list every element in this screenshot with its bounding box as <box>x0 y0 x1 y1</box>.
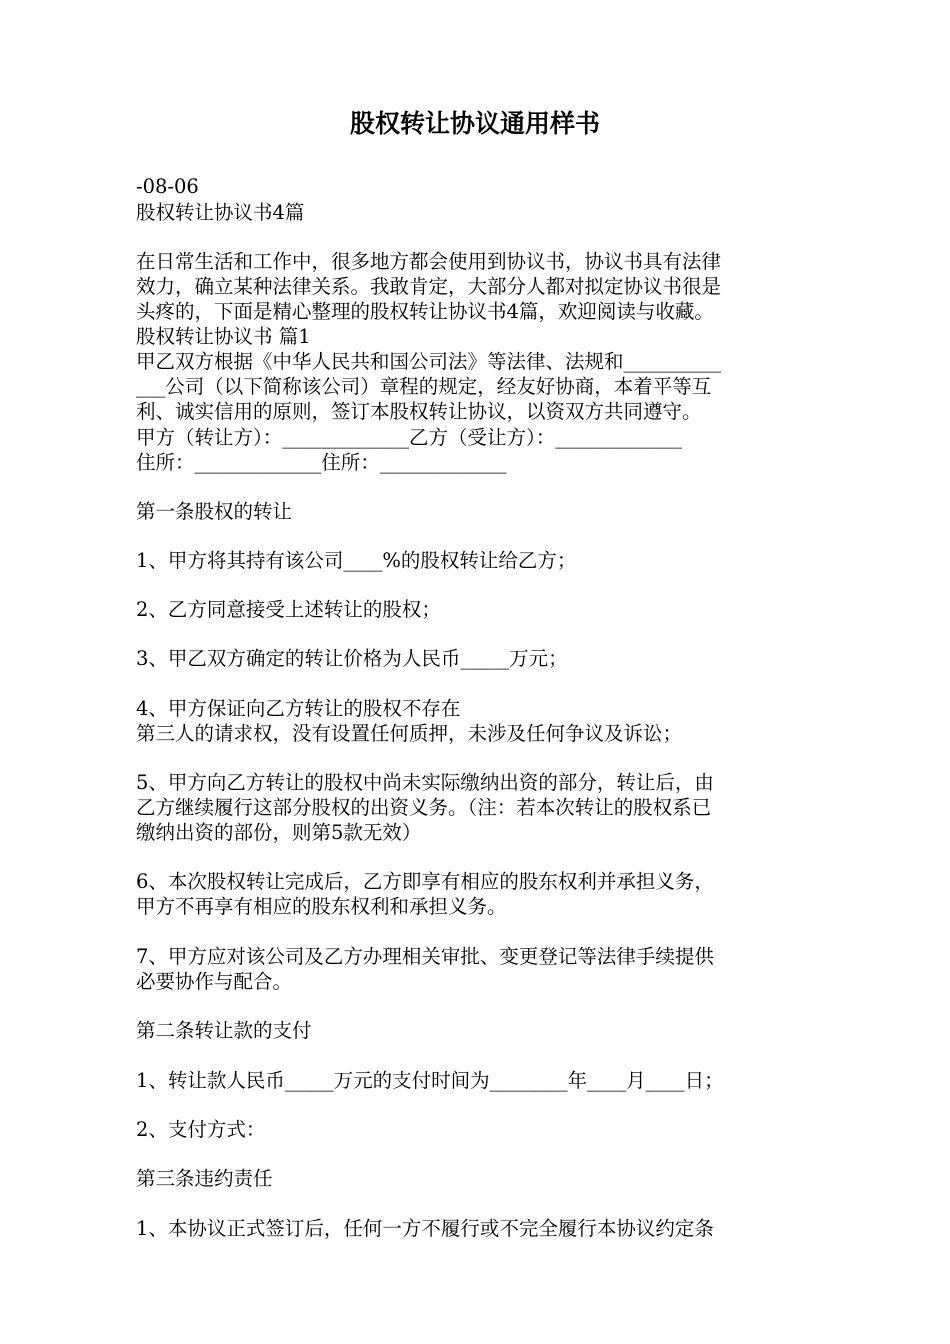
clause-1-7-line-1: 7、甲方应对该公司及乙方办理相关审批、变更登记等法律手续提供 <box>136 945 714 968</box>
clause-1-7-line-2: 必要协作与配合。 <box>136 970 293 993</box>
clause-1-6-line-1: 6、本次股权转让完成后，乙方即享有相应的股东权利并承担义务， <box>136 870 714 893</box>
parties-line: 甲方（转让方）：_____________乙方（受让方）：_____________ <box>136 426 683 449</box>
article-1-heading: 第一条股权的转让 <box>136 500 293 523</box>
subtitle-line: 股权转让协议书4篇 <box>136 201 305 224</box>
clause-1-4-line-1: 4、甲方保证向乙方转让的股权不存在 <box>136 697 461 720</box>
clause-3-1: 1、本协议正式签订后，任何一方不履行或不完全履行本协议约定条 <box>136 1217 714 1240</box>
clause-1-5-line-1: 5、甲方向乙方转让的股权中尚未实际缴纳出资的部分，转让后，由 <box>136 771 714 794</box>
clause-1-6-line-2: 甲方不再享有相应的股东权利和承担义务。 <box>136 895 507 918</box>
clause-1-5-line-3: 缴纳出资的部份，则第5款无效） <box>136 821 422 844</box>
section-heading-1: 股权转让协议书 篇1 <box>136 325 311 348</box>
preamble-line-3: 利、诚实信用的原则，签订本股权转让协议，以资双方共同遵守。 <box>136 400 702 423</box>
date-line: -08-06 <box>136 175 199 198</box>
article-3-heading: 第三条违约责任 <box>136 1167 273 1190</box>
clause-1-4-line-2: 第三人的请求权，没有设置任何质押，未涉及任何争议及诉讼； <box>136 722 683 745</box>
clause-1-3: 3、甲乙双方确定的转让价格为人民币_____万元； <box>136 647 568 670</box>
intro-line-1: 在日常生活和工作中，很多地方都会使用到协议书，协议书具有法律 <box>136 250 722 273</box>
preamble-line-1: 甲乙双方根据《中华人民共和国公司法》等法律、法规和__________ <box>136 350 722 373</box>
address-line: 住所：_____________住所：_____________ <box>136 451 507 474</box>
intro-line-2: 效力，确立某种法律关系。我敢肯定，大部分人都对拟定协议书很是 <box>136 275 722 298</box>
article-2-heading: 第二条转让款的支付 <box>136 1019 312 1042</box>
clause-1-1: 1、甲方将其持有该公司____%的股权转让给乙方； <box>136 549 577 572</box>
clause-2-2: 2、支付方式： <box>136 1118 266 1141</box>
clause-1-2: 2、乙方同意接受上述转让的股权； <box>136 598 441 621</box>
clause-2-1: 1、转让款人民币_____万元的支付时间为________年____月____日； <box>136 1069 724 1092</box>
preamble-line-2: ___公司（以下简称该公司）章程的规定，经友好协商，本着平等互 <box>136 375 712 398</box>
clause-1-5-line-2: 乙方继续履行这部分股权的出资义务。（注：若本次转让的股权系已 <box>136 796 712 819</box>
document-title: 股权转让协议通用样书 <box>349 109 600 138</box>
intro-line-3: 头疼的，下面是精心整理的股权转让协议书4篇，欢迎阅读与收藏。 <box>136 300 714 323</box>
